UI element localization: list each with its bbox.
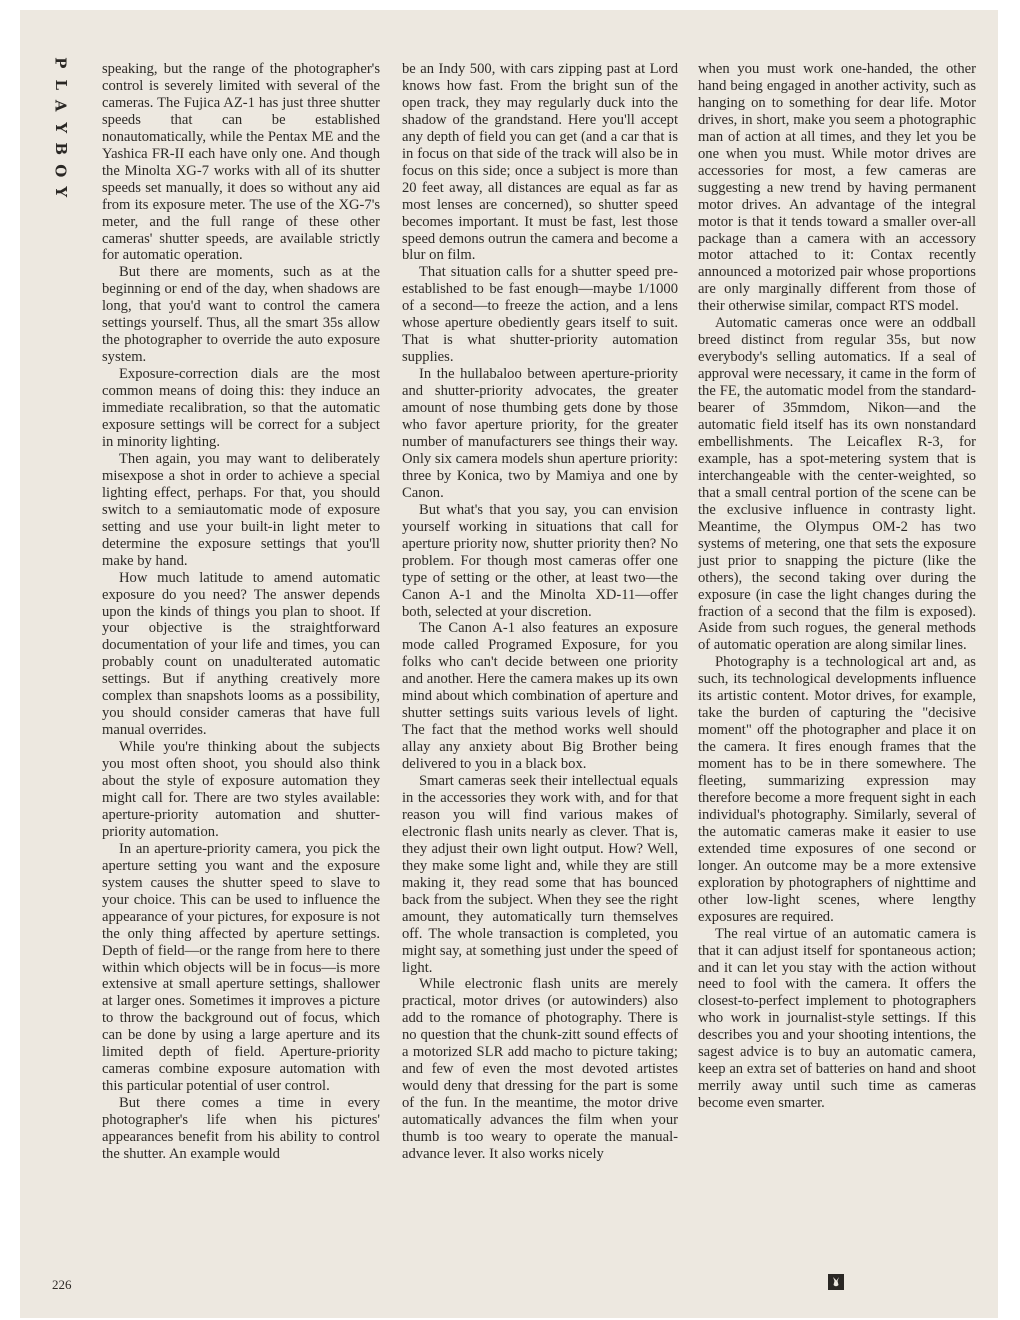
running-head-letter: B: [51, 142, 70, 156]
paragraph: But what's that you say, you can envision yourself working in situations that call for aperture priority now, shutter priority then? No problem. For though most cameras offer one type of setting or the other, at least two—the Canon A-1 and the Minolta XD-11—offer both, selected at your discretion.: [402, 501, 678, 620]
page-number: 226: [52, 1277, 72, 1292]
running-head-letter: L: [51, 78, 70, 90]
paragraph: Smart cameras seek their intellectual equals in the accessories they work with, and for that reason you will find various makes of electronic flash units nearly as clever. That is, they adjust their own light output. How? Well, they make some light and, while they are still making it, they read some that has bounced back from the subject. When they see the right amount, they automatically turn themselves off. The whole transaction is completed, you might say, at something just under the speed of light.: [402, 773, 678, 976]
rabbit-head-icon-glyph: [830, 1276, 842, 1288]
paragraph: Automatic cameras once were an oddball breed distinct from regular 35s, but now everybody's selling automatics. If a seal of approval were necessary, it came in the form of the FE, the automatic model from the standard-bearer of 35mmdom, Nikon—and the automatic field itself has its own nonstandard embellishments. The Leicaflex R-3, for example, has a spot-metering system that is interchangeable with the center-weighted, so that a small central portion of the scene can be the exclusive influence in contrasty light. Meantime, the Olympus OM-2 has two systems of metering, one that sets the exposure just prior to snapping the picture (like the others), the second taking over during the exposure (in case the light changes during the fraction of a second that the film is exposed). Aside from such rogues, the general methods of automatic operation are along similar lines.: [698, 315, 976, 654]
paragraph: That situation calls for a shutter speed pre-established to be fast enough—maybe 1/1000 of a second—to freeze the action, and a lens whose aperture obediently gears itself to suit. That is what shutter-priority automation supplies.: [402, 264, 678, 366]
paragraph: In an aperture-priority camera, you pick the aperture setting you want and the exposure system causes the shutter speed to slave to your choice. This can be used to influence the appearance of your pictures, for exposure is not the only thing affected by aperture settings. Depth of field—or the range from here to there within which objects will be in focus—is more extensive at small aperture settings, shallower at larger ones. Sometimes it improves a picture to throw the background out of focus, which can be done by using a large aperture and its limited depth of field. Aperture-priority cameras combine exposure automation with this particular potential of user control.: [102, 840, 380, 1095]
running-head-letter: Y: [51, 121, 70, 133]
paragraph: Photography is a technological art and, as such, its technological developments influence its artistic content. Motor drives, for example, take the burden of capturing the "decisive moment" off the photographer and place it on the camera. It fires enough frames that the moment has to be in there somewhere. The fleeting, summarizing expression may therefore become a more frequent sight in each individual's photography. Similarly, several of the automatic cameras make it easier to use extended time exposures of one second or longer. An outcome may be a more extensive exploration by photographers of nighttime and other low-light scenes, where lengthy exposures are required.: [698, 654, 976, 925]
paragraph: But there comes a time in every photographer's life when his pictures' appearances benefit from his ability to control the shutter. An example would: [102, 1095, 380, 1162]
paragraph: In the hullabaloo between aperture-priority and shutter-priority advocates, the greater amount of nose thumbing gets done by those who favor aperture priority, for the greater number of manufacturers see things their way. Only six camera models shun aperture priority: three by Konica, two by Mamiya and one by Canon.: [402, 366, 678, 501]
running-head-letter: P: [51, 57, 70, 69]
paragraph: be an Indy 500, with cars zipping past at Lord knows how fast. From the bright sun of the open track, they may regularly duck into the shadow of the grandstand. Here you'll accept any depth of field you can get (and a car that is in focus on that side of the track will also be in focus on this side; once a subject is more than 20 feet away, all distances are equal as far as most lenses are concerned), so shutter speed becomes important. It must be fast, lest those speed demons outrun the camera and become a blur on film.: [402, 61, 678, 264]
text-column-1: [102, 61, 380, 1163]
running-head-letter: A: [51, 99, 70, 112]
paragraph: But there are moments, such as at the beginning or end of the day, when shadows are long, that you'd want to control the camera settings yourself. Thus, all the smart 35s allow the photographer to override the auto exposure system.: [102, 264, 380, 366]
running-head-letter: O: [51, 163, 70, 177]
paragraph: While you're thinking about the subjects you most often shoot, you should also think about the style of exposure automation they might call for. There are two styles available: aperture-priority automation and shutter-priority automation.: [102, 739, 380, 840]
paragraph: The Canon A-1 also features an exposure mode called Programed Exposure, for you folks who can't decide between one priority and another. Here the camera makes up its own mind about which combination of aperture and shutter settings suits various levels of light. The fact that the method works well should allay any anxiety about Big Brother being delivered to you in a black box.: [402, 620, 678, 773]
paragraph: Exposure-correction dials are the most common means of doing this: they induce an immediate recalibration, so that the automatic exposure settings will be correct for a subject in minority lighting.: [102, 366, 380, 450]
paragraph: Then again, you may want to deliberately misexpose a shot in order to achieve a special lighting effect, perhaps. For that, you should switch to a semiautomatic mode of exposure setting and use your built-in light meter to determine the exposure settings that you'll make by hand.: [102, 450, 380, 569]
text-column-2: [402, 61, 678, 1163]
paragraph: How much latitude to amend automatic exposure do you need? The answer depends upon the kinds of things you plan to shoot. If your objective is the straightforward documentation of your life and times, you can probably count on unadulterated automatic settings. But if anything creatively more complex than snapshots looms as a possibility, you should consider cameras that have full manual overrides.: [102, 569, 380, 739]
running-head: [50, 52, 70, 203]
paragraph: when you must work one-handed, the other hand being engaged in another activity, such as hanging on to something for dear life. Motor drives, in short, make you seem a photographic man of action at all times, and they let you be one when you must. While motor drives are accessories for most, a few cameras are suggesting a new trend by having permanent motor drives. An advantage of the integral motor is that it tends toward a smaller over-all package than a camera with an accessory motor attached to it: Contax recently announced a motorized pair whose proportions are only marginally different from those of their otherwise similar, compact RTS model.: [698, 61, 976, 315]
text-column-3: [698, 61, 976, 1112]
paragraph: speaking, but the range of the photographer's control is severely limited with several of the cameras. The Fujica AZ-1 has just three shutter speeds that can be established nonautomatically, while the Pentax ME and the Yashica FR-II each have only one. And though the Minolta XG-7 works with all of its shutter speeds set manually, it does so without any aid from its exposure meter. The use of the XG-7's meter, and the full range of these other cameras' shutter speeds, are available strictly for automatic operation.: [102, 61, 380, 264]
running-head-letter: Y: [51, 186, 70, 198]
magazine-page: [20, 10, 998, 1318]
paragraph: The real virtue of an automatic camera is that it can adjust itself for spontaneous action; and it can let you stay with the action without need to fool with the camera. It offers the closest-to-perfect implement to photographers who work in journalist-style settings. If this describes you and your shooting intentions, the sagest advice is to buy an automatic camera, keep an extra set of batteries on hand and shoot merrily away until such time as cameras become even smarter.: [698, 925, 976, 1112]
paragraph: While electronic flash units are merely practical, motor drives (or autowinders) also add to the romance of photography. There is no question that the chunk-zitt sound effects of a motorized SLR add macho to picture taking; and few of even the most devoted artistes would deny that dressing for the part is some of the fun. In the meantime, the motor drive automatically advances the film when your thumb is too weary to operate the manual-advance lever. It also works nicely: [402, 976, 678, 1162]
rabbit-head-icon: [828, 1274, 844, 1290]
